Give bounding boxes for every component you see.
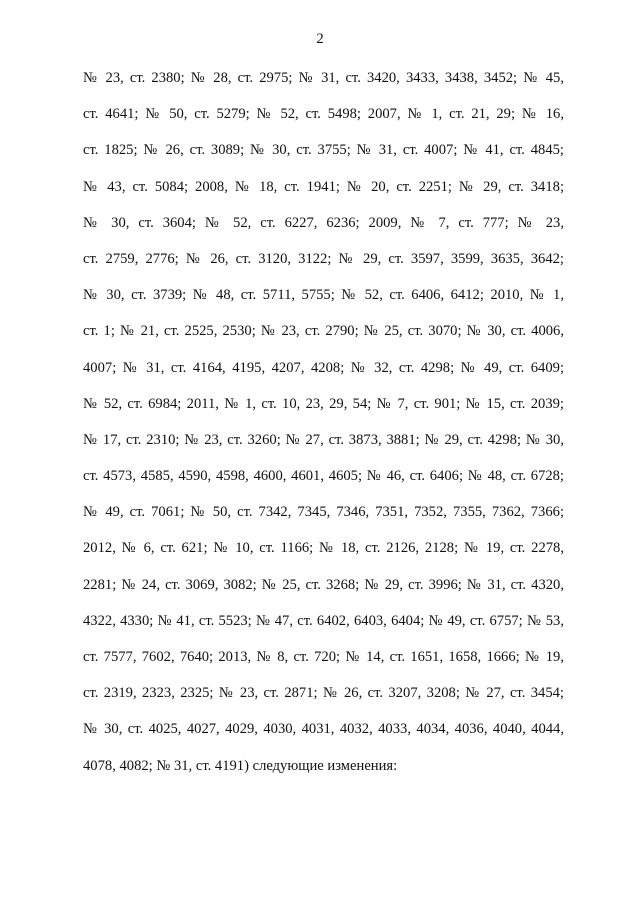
text-line: № 43, ст. 5084; 2008, № 18, ст. 1941; № 20, ст. 2251; № 29, ст. 3418;: [83, 178, 564, 195]
text-line: № 30, ст. 3604; № 52, ст. 6227, 6236; 2009, № 7, ст. 777; № 23,: [83, 214, 564, 231]
text-line: ст. 1; № 21, ст. 2525, 2530; № 23, ст. 2790; № 25, ст. 3070; № 30, ст. 4006,: [83, 323, 564, 340]
text-line: № 49, ст. 7061; № 50, ст. 7342, 7345, 7346, 7351, 7352, 7355, 7362, 7366;: [83, 504, 564, 521]
text-line: ст. 4573, 4585, 4590, 4598, 4600, 4601, 4605; № 46, ст. 6406; № 48, ст. 6728;: [83, 468, 564, 485]
text-line: ст. 2319, 2323, 2325; № 23, ст. 2871; № 26, ст. 3207, 3208; № 27, ст. 3454;: [83, 685, 564, 702]
text-line: ст. 7577, 7602, 7640; 2013, № 8, ст. 720; № 14, ст. 1651, 1658, 1666; № 19,: [83, 649, 564, 665]
text-line: № 23, ст. 2380; № 28, ст. 2975; № 31, ст. 3420, 3433, 3438, 3452; № 45,: [83, 70, 564, 86]
text-line: № 52, ст. 6984; 2011, № 1, ст. 10, 23, 29, 54; № 7, ст. 901; № 15, ст. 2039;: [83, 395, 564, 412]
text-line-last: 4078, 4082; № 31, ст. 4191) следующие изменения:: [83, 757, 398, 774]
text-line: 2281; № 24, ст. 3069, 3082; № 25, ст. 3268; № 29, ст. 3996; № 31, ст. 4320,: [83, 576, 564, 593]
text-line: ст. 1825; № 26, ст. 3089; № 30, ст. 3755; № 31, ст. 4007; № 41, ст. 4845;: [83, 142, 564, 159]
text-line: № 30, ст. 4025, 4027, 4029, 4030, 4031, 4032, 4033, 4034, 4036, 4040, 4044,: [83, 721, 564, 738]
page-number: 2: [316, 31, 324, 47]
text-line: 4322, 4330; № 41, ст. 5523; № 47, ст. 6402, 6403, 6404; № 49, ст. 6757; № 53,: [83, 612, 564, 629]
text-line: 2012, № 6, ст. 621; № 10, ст. 1166; № 18, ст. 2126, 2128; № 19, ст. 2278,: [83, 540, 564, 557]
text-line: ст. 2759, 2776; № 26, ст. 3120, 3122; № 29, ст. 3597, 3599, 3635, 3642;: [83, 250, 564, 267]
text-line: 4007; № 31, ст. 4164, 4195, 4207, 4208; № 32, ст. 4298; № 49, ст. 6409;: [83, 359, 564, 376]
document-body-text: [83, 68, 564, 792]
text-line: № 17, ст. 2310; № 23, ст. 3260; № 27, ст. 3873, 3881; № 29, ст. 4298; № 30,: [83, 431, 564, 448]
text-line: ст. 4641; № 50, ст. 5279; № 52, ст. 5498; 2007, № 1, ст. 21, 29; № 16,: [83, 106, 564, 123]
text-line: № 30, ст. 3739; № 48, ст. 5711, 5755; № 52, ст. 6406, 6412; 2010, № 1,: [83, 287, 564, 304]
